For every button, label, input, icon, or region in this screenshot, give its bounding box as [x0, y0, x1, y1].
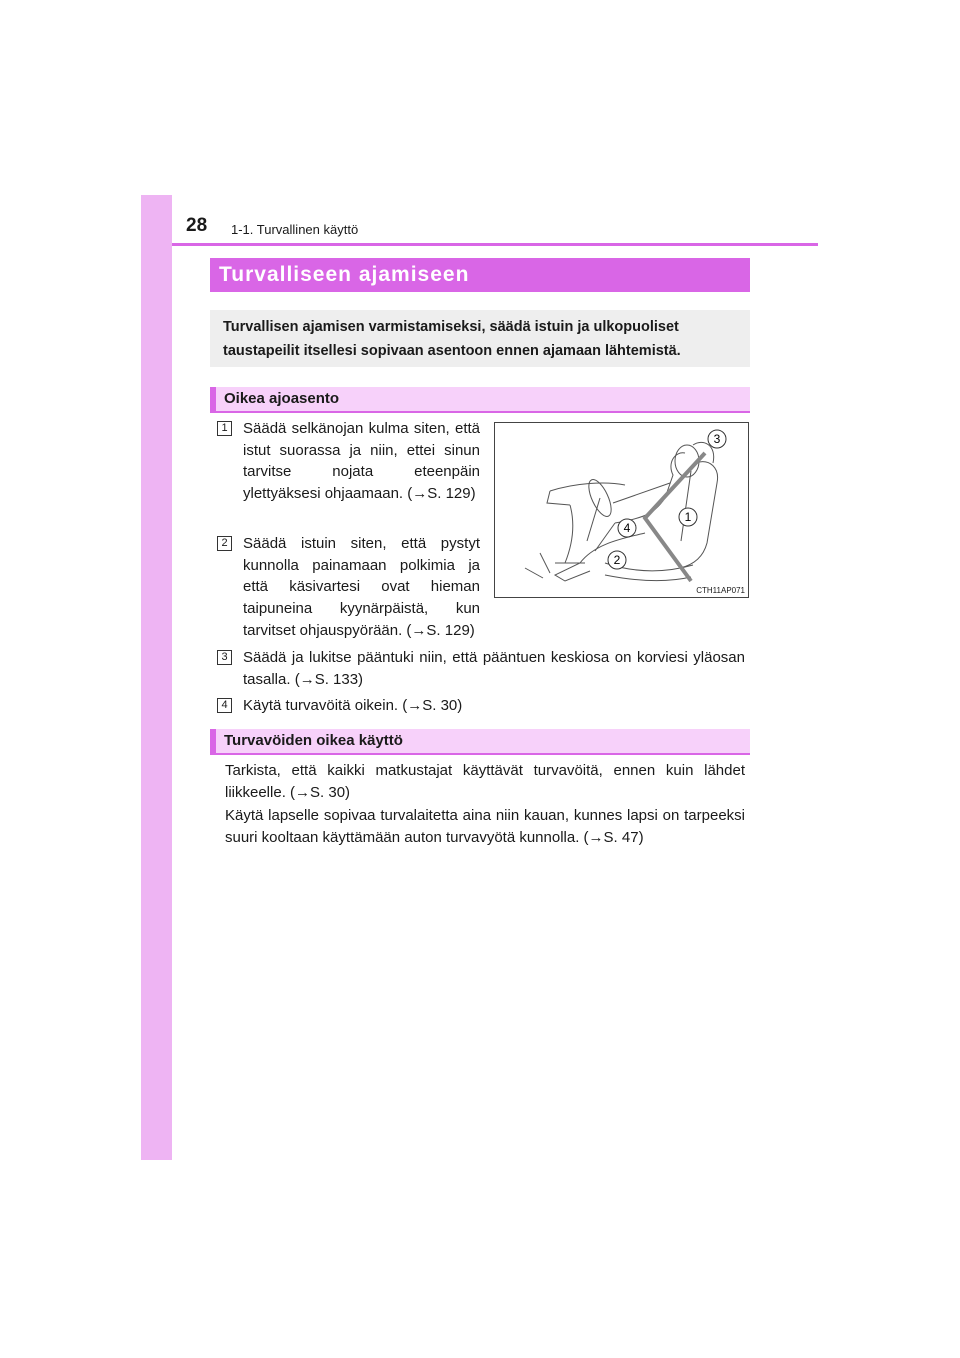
step-marker-4: 4: [217, 698, 232, 713]
step-text-1: Säädä selkänojan kulma siten, että istut suorassa ja niin, ettei sinun tarvitse nojata eteenpäin ylettyäksesi ohjaamaan. (→S. 129): [243, 420, 480, 503]
driver-seat-illustration: [495, 423, 748, 597]
step-marker-2: 2: [217, 536, 232, 551]
step-marker-3: 3: [217, 650, 232, 665]
page-number: 28: [186, 215, 208, 236]
seatbelt-paragraph-2: Käytä lapselle sopivaa turvalaitetta aina niin kauan, kunnes lapsi on tarpeeksi suuri kooltaan käyttämään auton turvavyötä kunnolla. (→S. 47): [225, 807, 745, 846]
step-text-2: Säädä istuin siten, että pystyt kunnolla painamaan polkimia ja että käsivartesi ovat hieman taipuneina kyynärpäistä, kun tarvitset ohjauspyörään. (→S. 129): [243, 535, 480, 639]
callout-1: 1: [684, 510, 692, 524]
callout-4: 4: [623, 521, 631, 535]
step-marker-1: 1: [217, 421, 232, 436]
intro-box: Turvallisen ajamisen varmistamiseksi, säädä istuin ja ulkopuoliset taustapeilit itsellesi sopivaan asentoon ennen ajamaan lähtemistä.: [210, 310, 750, 367]
callout-3: 3: [713, 432, 721, 446]
page-title: Turvalliseen ajamiseen: [210, 258, 750, 292]
step-text-3: Säädä ja lukitse pääntuki niin, että pääntuen keskiosa on korviesi yläosan tasalla. (→S. 133): [243, 649, 745, 688]
header-rule: [172, 243, 818, 246]
heading-seatbelt-use: Turvavöiden oikea käyttö: [210, 729, 750, 755]
chapter-sidebar-tab: [141, 195, 172, 1160]
seatbelt-paragraph-1: Tarkista, että kaikki matkustajat käyttävät turvavöitä, ennen kuin lähdet liikkeelle. (→S. 30): [225, 762, 745, 801]
section-reference: 1-1. Turvallinen käyttö: [231, 222, 359, 237]
step-text-4: Käytä turvavöitä oikein. (→S. 30): [243, 697, 463, 714]
figure-code: CTH11AP071: [696, 586, 745, 595]
driving-position-figure: [494, 422, 749, 598]
heading-driving-position: Oikea ajoasento: [210, 387, 750, 413]
callout-2: 2: [613, 553, 621, 567]
